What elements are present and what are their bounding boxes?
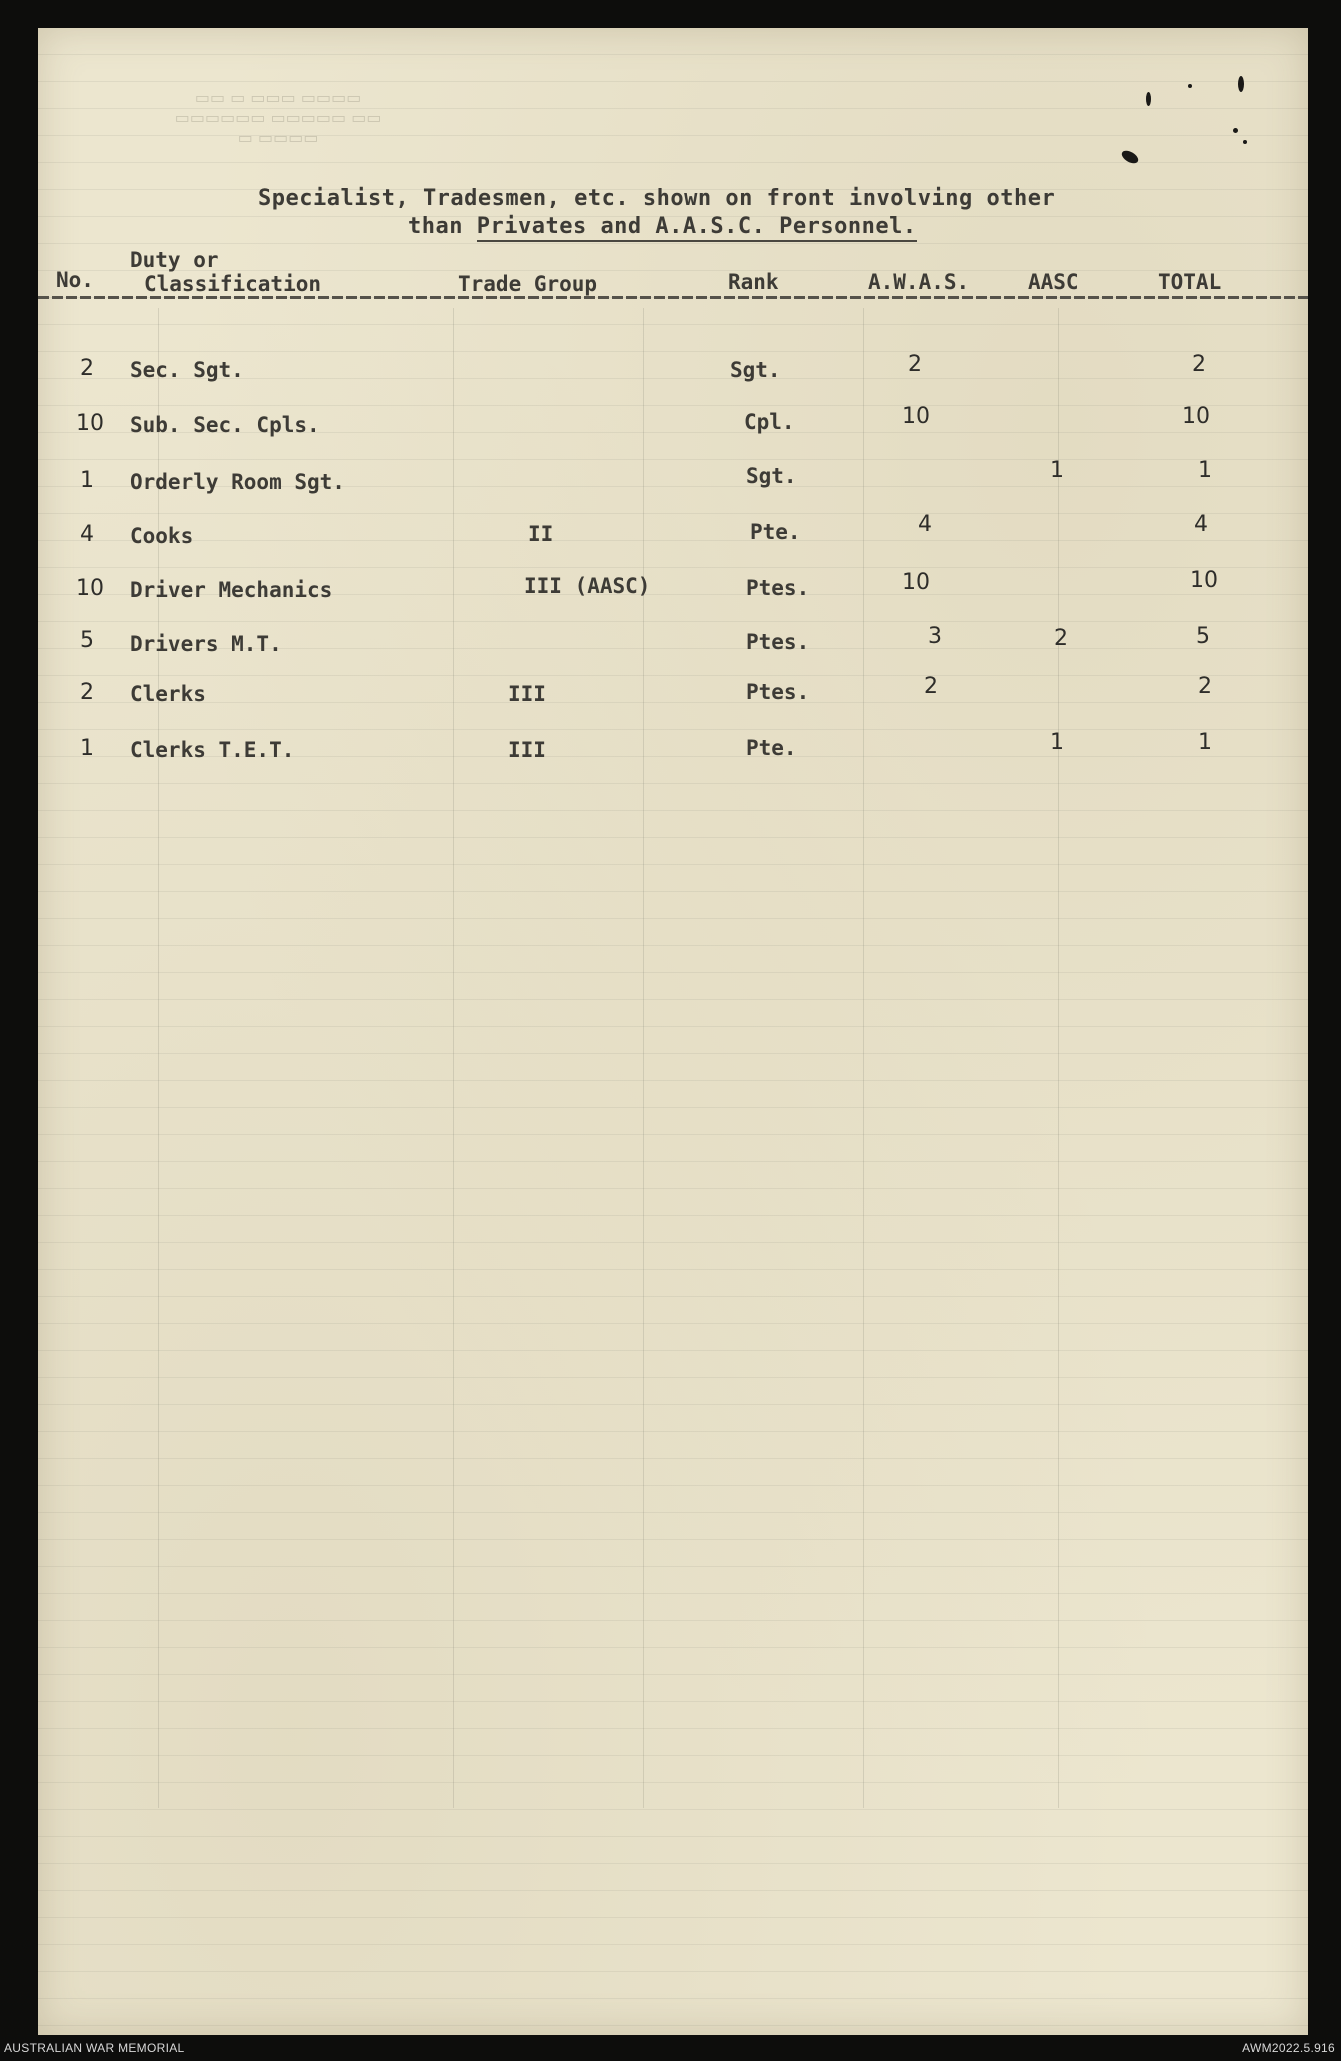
cell-duty: Clerks (130, 682, 206, 706)
col-header-rank: Rank (728, 270, 779, 294)
cell-duty: Drivers M.T. (130, 632, 282, 656)
cell-awas: 10 (902, 404, 930, 429)
cell-duty: Sec. Sgt. (130, 358, 244, 382)
cell-duty: Sub. Sec. Cpls. (130, 413, 320, 437)
cell-total: 5 (1196, 624, 1210, 649)
cell-awas: 4 (918, 512, 932, 537)
cell-trade: III (508, 682, 546, 706)
document-title-line1: Specialist, Tradesmen, etc. shown on front involving other (258, 186, 1056, 211)
form-rule (643, 308, 644, 1808)
cell-aasc: 1 (1050, 730, 1064, 755)
punch-mark (1188, 84, 1192, 88)
cell-trade: III (AASC) (524, 574, 651, 598)
cell-duty: Orderly Room Sgt. (130, 470, 345, 494)
document-page (38, 28, 1308, 2035)
col-header-duty-line2: Classification (144, 272, 322, 296)
cell-duty: Driver Mechanics (130, 578, 333, 602)
cell-no: 2 (80, 356, 94, 381)
bleed-through: ▭▭▭▭ ▭▭▭ ▭ ▭▭ ▭▭ ▭▭▭▭▭ ▭▭▭▭▭▭ ▭▭▭▭ ▭ (174, 88, 382, 147)
cell-rank: Sgt. (730, 358, 781, 382)
cell-awas: 3 (928, 624, 942, 649)
cell-trade: II (528, 522, 554, 546)
cell-total: 1 (1198, 730, 1212, 755)
cell-rank: Pte. (750, 520, 801, 544)
archive-credit: AUSTRALIAN WAR MEMORIAL (4, 2041, 185, 2055)
cell-no: 4 (80, 522, 94, 547)
cell-rank: Ptes. (746, 630, 810, 654)
cell-rank: Sgt. (746, 464, 797, 488)
col-header-duty-line1: Duty or (130, 248, 219, 272)
cell-trade: III (508, 738, 546, 762)
cell-aasc: 1 (1050, 458, 1064, 483)
form-rule (453, 308, 454, 1808)
cell-no: 2 (80, 680, 94, 705)
col-header-total: TOTAL (1158, 270, 1222, 294)
cell-total: 10 (1190, 568, 1218, 593)
cell-duty: Cooks (130, 524, 194, 548)
col-header-awas: A.W.A.S. (868, 270, 970, 294)
col-header-trade-group: Trade Group (458, 272, 598, 296)
punch-mark (1233, 128, 1238, 133)
col-header-no: No. (56, 268, 94, 292)
cell-no: 1 (80, 736, 94, 761)
form-rule (863, 308, 864, 1808)
archive-reference: AWM2022.5.916 (1242, 2041, 1335, 2055)
cell-total: 2 (1192, 352, 1206, 377)
cell-awas: 2 (924, 674, 938, 699)
punch-mark (1146, 92, 1151, 106)
cell-rank: Ptes. (746, 576, 810, 600)
punch-mark (1243, 140, 1247, 144)
document-title-line2 (408, 214, 1108, 239)
col-header-aasc: AASC (1028, 270, 1079, 294)
punch-mark (1238, 76, 1244, 92)
form-rule (1058, 308, 1059, 1808)
cell-rank: Ptes. (746, 680, 810, 704)
cell-aasc: 2 (1054, 626, 1068, 651)
cell-rank: Pte. (746, 736, 797, 760)
cell-no: 10 (76, 411, 104, 436)
cell-awas: 2 (908, 352, 922, 377)
title-underlined: Privates and A.A.S.C. Personnel. (477, 214, 917, 242)
cell-total: 2 (1198, 674, 1212, 699)
cell-no: 5 (80, 628, 94, 653)
cell-total: 1 (1198, 458, 1212, 483)
cell-rank: Cpl. (744, 410, 795, 434)
cell-duty: Clerks T.E.T. (130, 738, 295, 762)
cell-no: 1 (80, 468, 94, 493)
header-rule (38, 296, 1308, 299)
title-prefix: than (408, 214, 477, 239)
cell-total: 10 (1182, 404, 1210, 429)
punch-mark (1120, 148, 1141, 166)
cell-no: 10 (76, 576, 104, 601)
cell-total: 4 (1194, 512, 1208, 537)
cell-awas: 10 (902, 570, 930, 595)
